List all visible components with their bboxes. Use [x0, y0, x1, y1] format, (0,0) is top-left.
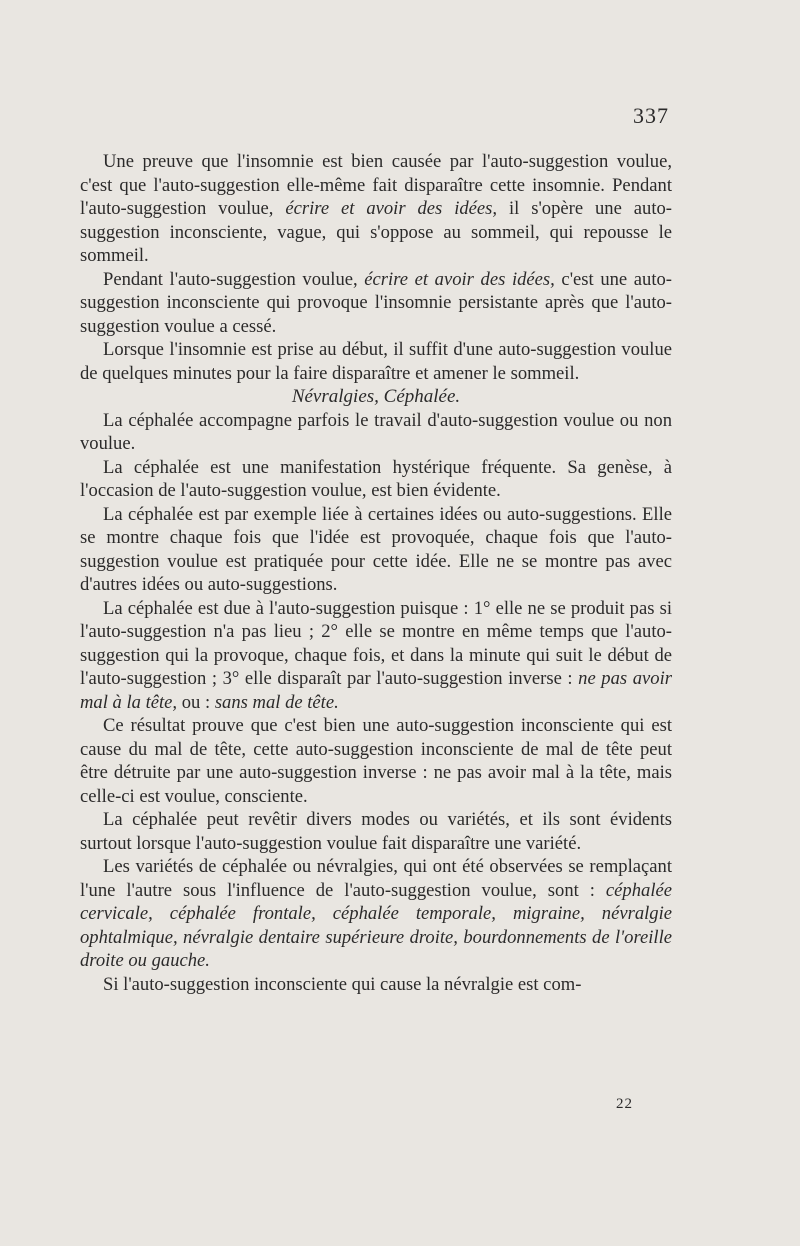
paragraph-1: Une preuve que l'insomnie est bien causée par l'auto-suggestion voulue, c'est que l'auto-suggestion elle-même fait disparaître cette insomnie. Pendant l'auto-suggestion voulue, écrire et avoir des idées, il s'opère une auto-suggestion inconsciente, vague, qui s'oppose au sommeil, qui repousse le sommeil. — [80, 151, 672, 266]
body-text — [80, 150, 672, 996]
paragraph-10: Les variétés de céphalée ou névralgies, qui ont été observées se remplaçant l'une l'autre sous l'influence de l'auto-suggestion voulue, sont : céphalée cervicale, céphalée frontale, céphalée temporale, migraine, névralgie ophtalmique, névralgie dentaire supérieure droite, bourdonnements de l'oreille droite ou gauche. — [80, 856, 672, 971]
emphasis: céphalée cervicale, céphalée frontale, céphalée temporale, migraine, névralgie ophtalmique, névralgie dentaire supérieure droite, bourdonnements de l'oreille droite ou gauche. — [80, 879, 672, 971]
emphasis: ne pas avoir mal à la tête, — [80, 668, 672, 713]
signature-mark: 22 — [616, 1096, 633, 1112]
paragraph-6: La céphalée est par exemple liée à certaines idées ou auto-suggestions. Elle se montre chaque fois que l'idée est provoquée, chaque fois que l'auto-suggestion voulue est pratiquée pour cette idée. Elle ne se montre pas avec d'autres idées ou auto-suggestions. — [80, 503, 672, 595]
paragraph-11: Si l'auto-suggestion inconsciente qui cause la névralgie est com- — [103, 973, 582, 995]
section-heading: Névralgies, Céphalée. — [291, 386, 461, 407]
emphasis: écrire et avoir des idées, — [285, 198, 498, 219]
paragraph-4: La céphalée accompagne parfois le travail d'auto-suggestion voulue ou non voulue. — [80, 409, 672, 454]
paragraph-7: La céphalée est due à l'auto-suggestion puisque : 1° elle ne se produit pas si l'auto-suggestion n'a pas lieu ; 2° elle se montre en même temps que l'auto-suggestion qui la provoque, chaque fois, et dans la minute qui suit le début de l'auto-suggestion ; 3° elle disparaît par l'auto-suggestion inverse : ne pas avoir mal à la tête, ou : sans mal de tête. — [80, 597, 672, 713]
paragraph-9: La céphalée peut revêtir divers modes ou variétés, et ils sont évidents surtout lorsque l'auto-suggestion voulue fait disparaître une variété. — [80, 809, 672, 854]
paragraph-5: La céphalée est une manifestation hystérique fréquente. Sa genèse, à l'occasion de l'auto-suggestion voulue, est bien évidente. — [80, 456, 672, 501]
emphasis: sans mal de tête. — [214, 691, 339, 713]
paragraph-3: Lorsque l'insomnie est prise au début, il suffit d'une auto-suggestion voulue de quelques minutes pour la faire disparaître et amener le sommeil. — [80, 339, 672, 384]
page-number: 337 — [633, 103, 669, 128]
paragraph-8: Ce résultat prouve que c'est bien une auto-suggestion inconsciente qui est cause du mal de tête, cette auto-suggestion inconsciente de mal de tête peut être détruite par une auto-suggestion inverse : ne pas avoir mal à la tête, mais celle-ci est voulue, consciente. — [80, 715, 672, 807]
paragraph-2: Pendant l'auto-suggestion voulue, écrire et avoir des idées, c'est une auto-suggestion inconsciente qui provoque l'insomnie persistante après que l'auto-suggestion voulue a cessé. — [80, 268, 672, 337]
emphasis: écrire et avoir des idées, — [364, 268, 555, 290]
